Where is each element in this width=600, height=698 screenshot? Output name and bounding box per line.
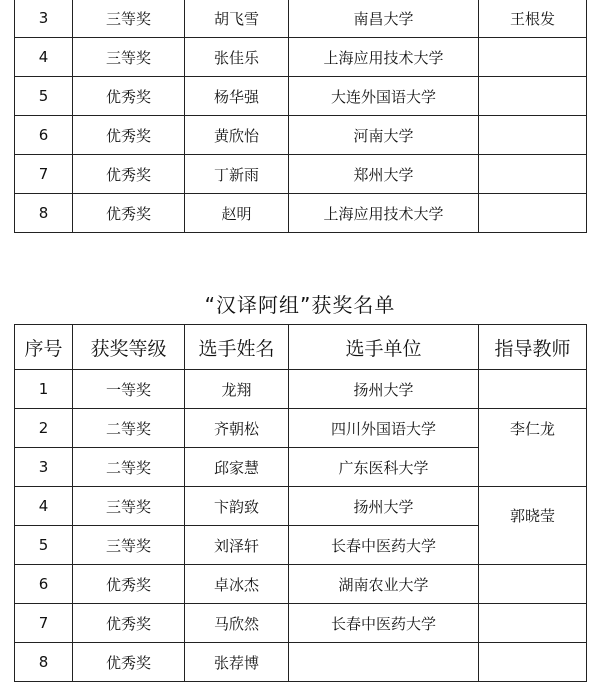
- table-row: [15, 643, 587, 682]
- table-row: [15, 370, 587, 409]
- award-table-han-ar: [14, 324, 587, 682]
- table-row: [15, 409, 587, 448]
- table-row: [15, 526, 587, 565]
- cell-name: 张佳乐: [185, 38, 289, 77]
- cell-teacher: 王根发: [479, 0, 587, 38]
- cell-no: 2: [15, 409, 73, 448]
- cell-award: 三等奖: [73, 38, 185, 77]
- cell-no: 1: [15, 370, 73, 409]
- cell-no: 3: [15, 0, 73, 38]
- cell-teacher: [479, 448, 587, 487]
- table-row: [15, 487, 587, 526]
- cell-no: 6: [15, 116, 73, 155]
- header-award: 获奖等级: [73, 325, 185, 370]
- cell-name: 胡飞雪: [185, 0, 289, 38]
- cell-unit: 郑州大学: [289, 155, 479, 194]
- cell-unit: [289, 643, 479, 682]
- header-teacher: 指导教师: [479, 325, 587, 370]
- cell-unit: 长春中医药大学: [289, 604, 479, 643]
- table-row: [15, 448, 587, 487]
- cell-unit: 扬州大学: [289, 370, 479, 409]
- cell-unit: 南昌大学: [289, 0, 479, 38]
- cell-unit: 河南大学: [289, 116, 479, 155]
- table-row: [15, 116, 587, 155]
- cell-unit: 上海应用技术大学: [289, 194, 479, 233]
- cell-name: 邱家慧: [185, 448, 289, 487]
- cell-teacher: [479, 155, 587, 194]
- cell-teacher: [479, 38, 587, 77]
- cell-teacher: [479, 370, 587, 409]
- cell-name: 张荐博: [185, 643, 289, 682]
- cell-award: 优秀奖: [73, 155, 185, 194]
- cell-award: 二等奖: [73, 409, 185, 448]
- cell-no: 4: [15, 38, 73, 77]
- cell-no: 8: [15, 194, 73, 233]
- cell-name: 马欣然: [185, 604, 289, 643]
- table-row: [15, 155, 587, 194]
- cell-name: 刘泽轩: [185, 526, 289, 565]
- cell-award: 优秀奖: [73, 565, 185, 604]
- cell-teacher: [479, 77, 587, 116]
- cell-award: 优秀奖: [73, 116, 185, 155]
- cell-teacher: [479, 643, 587, 682]
- cell-unit: 上海应用技术大学: [289, 38, 479, 77]
- cell-teacher: 李仁龙: [479, 409, 587, 448]
- cell-unit: 广东医科大学: [289, 448, 479, 487]
- cell-no: 8: [15, 643, 73, 682]
- cell-unit: 湖南农业大学: [289, 565, 479, 604]
- cell-teacher: [479, 116, 587, 155]
- cell-name: 杨华强: [185, 77, 289, 116]
- cell-unit: 四川外国语大学: [289, 409, 479, 448]
- cell-name: 黄欣怡: [185, 116, 289, 155]
- cell-no: 7: [15, 604, 73, 643]
- cell-teacher: [479, 526, 587, 565]
- cell-name: 卓冰杰: [185, 565, 289, 604]
- cell-no: 5: [15, 77, 73, 116]
- cell-unit: 扬州大学: [289, 487, 479, 526]
- cell-no: 5: [15, 526, 73, 565]
- cell-award: 三等奖: [73, 487, 185, 526]
- table-row: [15, 604, 587, 643]
- cell-name: 卞韵致: [185, 487, 289, 526]
- table-row: [15, 565, 587, 604]
- cell-no: 6: [15, 565, 73, 604]
- cell-award: 二等奖: [73, 448, 185, 487]
- cell-award: 一等奖: [73, 370, 185, 409]
- cell-unit: 大连外国语大学: [289, 77, 479, 116]
- cell-no: 3: [15, 448, 73, 487]
- cell-award: 三等奖: [73, 0, 185, 38]
- cell-no: 7: [15, 155, 73, 194]
- table-header-row: [15, 325, 587, 370]
- table-row: [15, 38, 587, 77]
- table-row: [15, 194, 587, 233]
- cell-name: 丁新雨: [185, 155, 289, 194]
- cell-name: 齐朝松: [185, 409, 289, 448]
- cell-teacher: 郭晓莹: [479, 487, 587, 526]
- cell-teacher: [479, 194, 587, 233]
- section-title: “汉译阿组”获奖名单: [204, 293, 396, 317]
- cell-name: 龙翔: [185, 370, 289, 409]
- header-unit: 选手单位: [289, 325, 479, 370]
- cell-unit: 长春中医药大学: [289, 526, 479, 565]
- cell-teacher: [479, 565, 587, 604]
- cell-teacher: [479, 604, 587, 643]
- cell-no: 4: [15, 487, 73, 526]
- cell-award: 优秀奖: [73, 77, 185, 116]
- header-name: 选手姓名: [185, 325, 289, 370]
- cell-award: 优秀奖: [73, 604, 185, 643]
- cell-award: 三等奖: [73, 526, 185, 565]
- header-no: 序号: [15, 325, 73, 370]
- table-row: [15, 77, 587, 116]
- cell-award: 优秀奖: [73, 643, 185, 682]
- award-table-top: [14, 0, 587, 233]
- cell-award: 优秀奖: [73, 194, 185, 233]
- table-row: [15, 0, 587, 38]
- cell-name: 赵明: [185, 194, 289, 233]
